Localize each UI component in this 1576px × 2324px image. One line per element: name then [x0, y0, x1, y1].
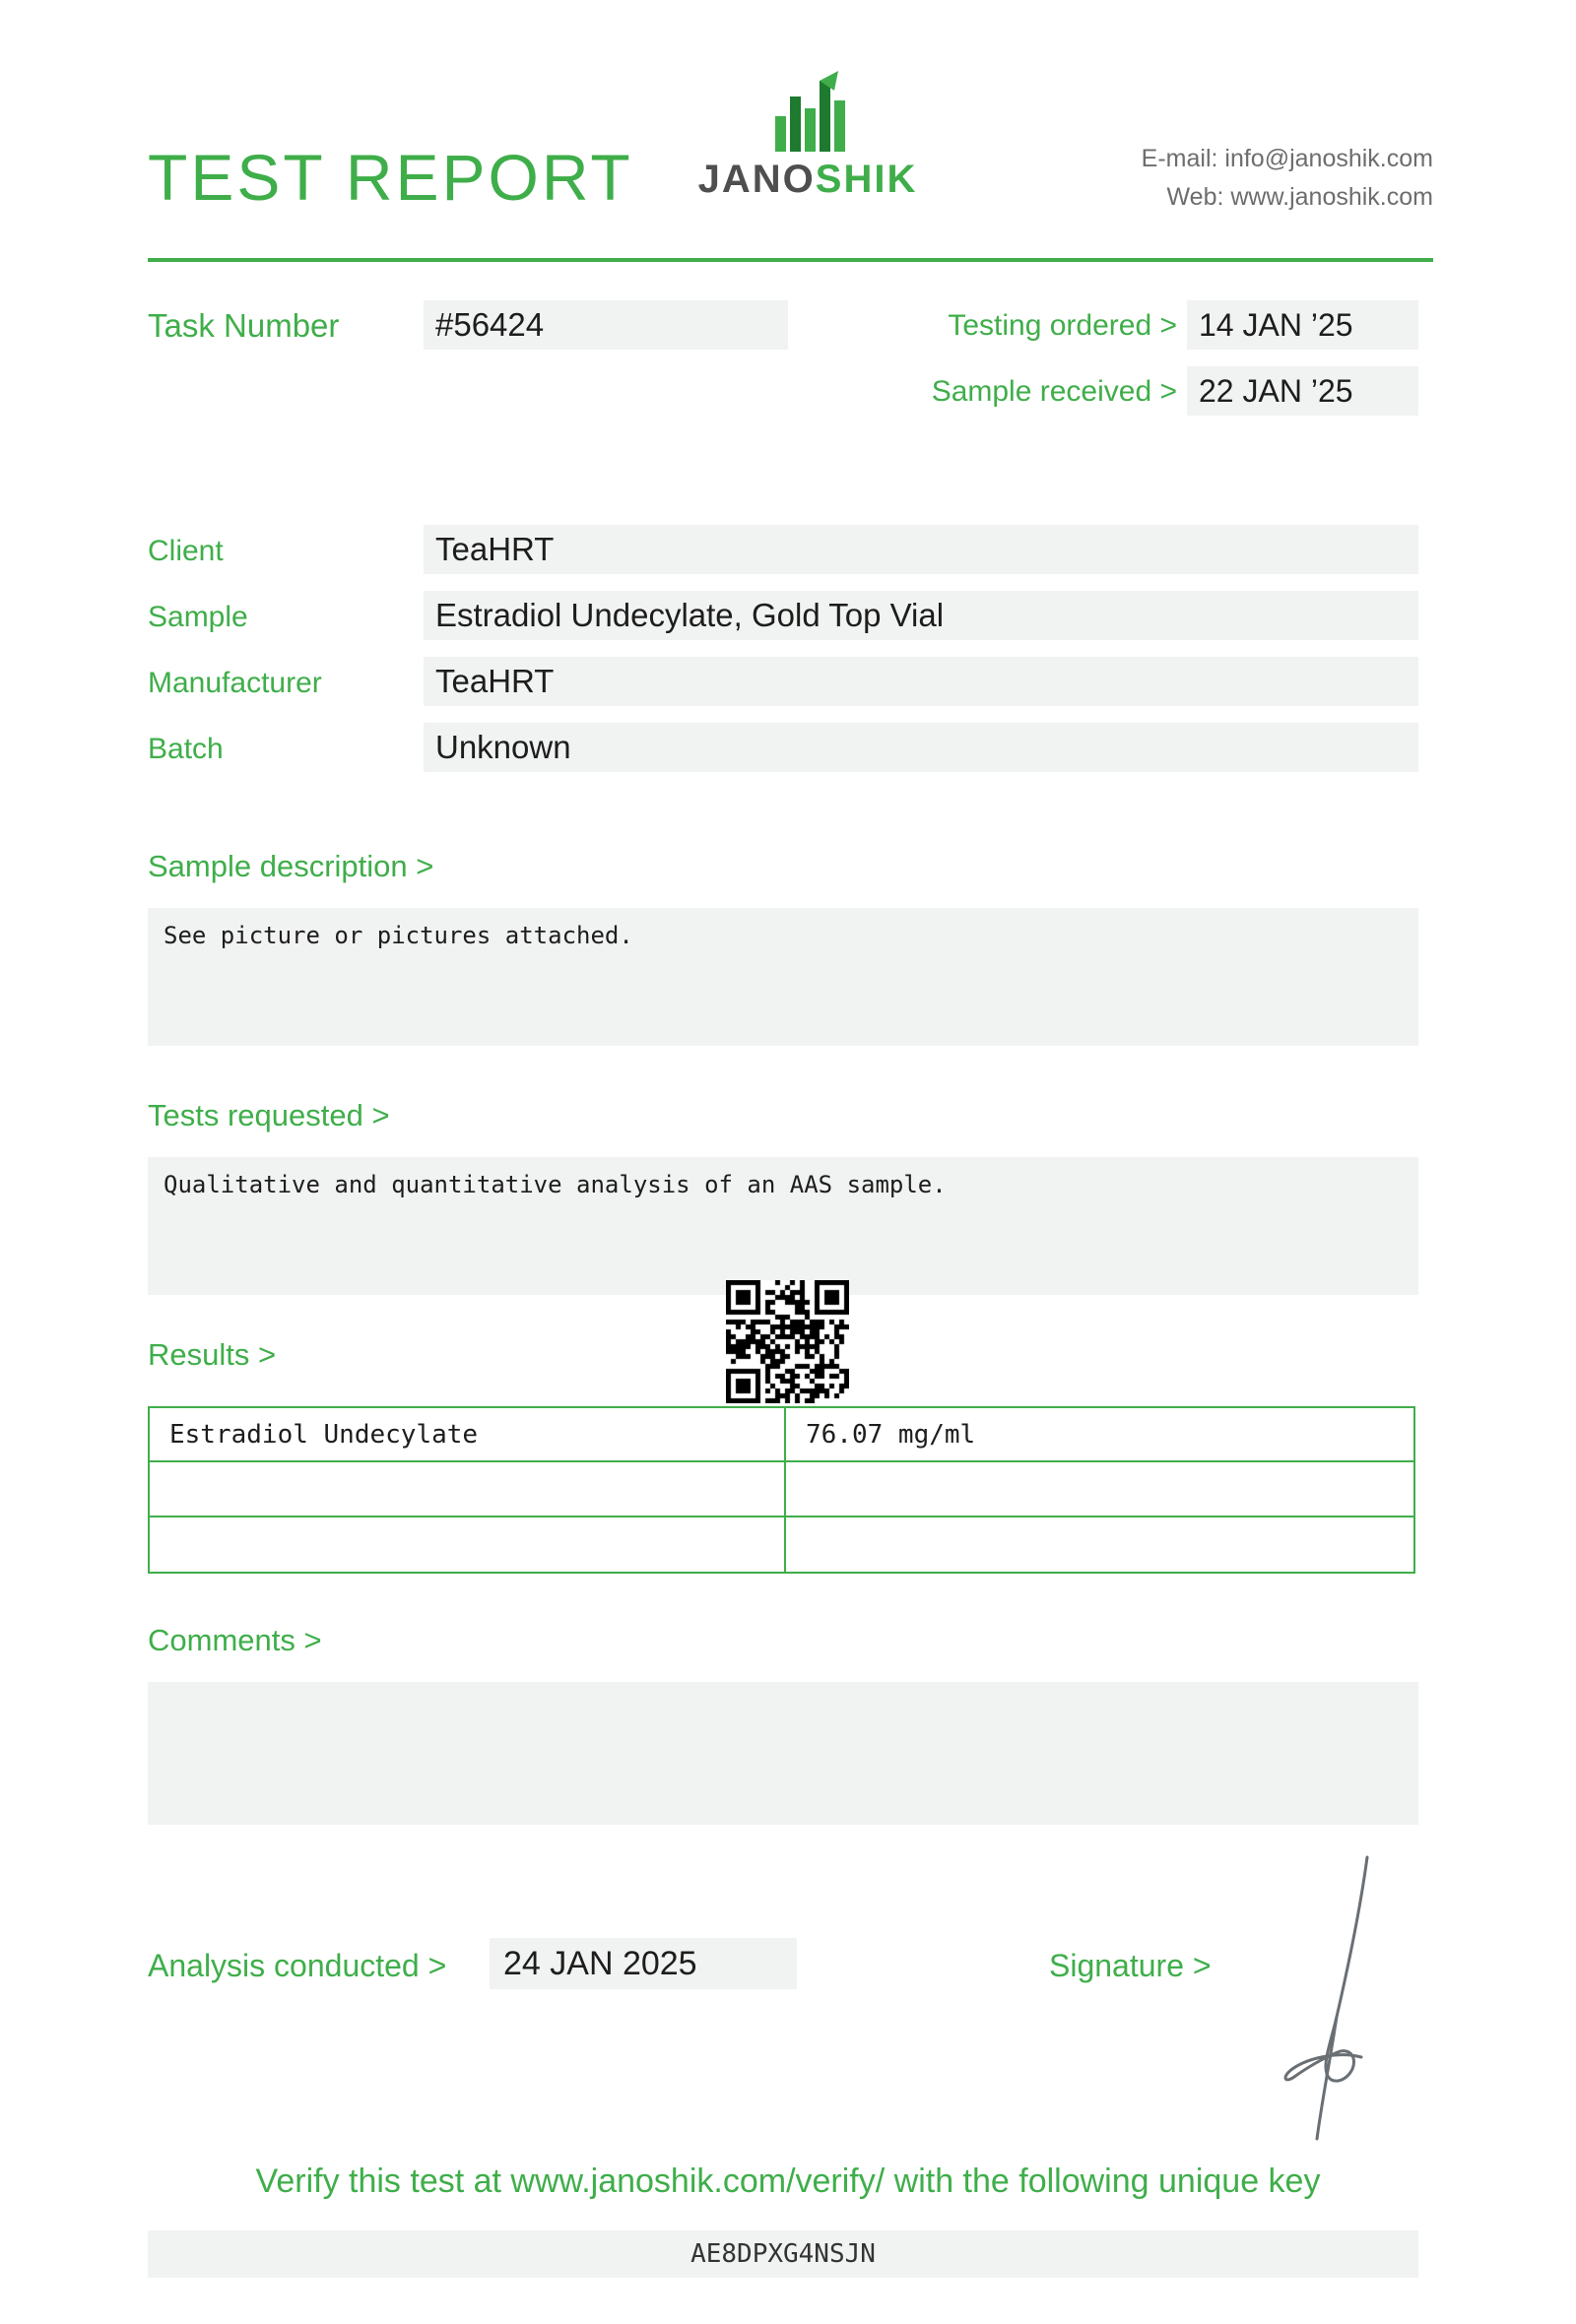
results-analyte-cell: Estradiol Undecylate	[150, 1408, 786, 1462]
sample-description-box: See picture or pictures attached.	[148, 908, 1418, 1046]
contact-email: E-mail: info@janoshik.com	[1141, 145, 1433, 172]
task-number-label: Task Number	[148, 307, 340, 344]
comments-box	[148, 1682, 1418, 1825]
logo-bars-icon	[754, 69, 862, 152]
testing-ordered-value: 14 JAN ’25	[1187, 300, 1418, 350]
tests-requested-heading: Tests requested >	[148, 1098, 390, 1132]
header-rule	[148, 258, 1433, 262]
sample-received-label: Sample received >	[931, 375, 1177, 408]
sample-label: Sample	[148, 601, 248, 633]
verify-text: Verify this test at www.janoshik.com/verify/ with the following unique key	[255, 2163, 1321, 2200]
contact-web: Web: www.janoshik.com	[1166, 183, 1433, 211]
testing-ordered-label: Testing ordered >	[948, 309, 1177, 342]
sample-description-heading: Sample description >	[148, 849, 434, 883]
results-table	[148, 1406, 1415, 1574]
batch-value: Unknown	[424, 723, 1418, 772]
analysis-conducted-label: Analysis conducted >	[148, 1948, 447, 1983]
logo-text-jano: JANO	[697, 158, 816, 201]
sample-value: Estradiol Undecylate, Gold Top Vial	[424, 591, 1418, 640]
results-analyte-cell	[150, 1462, 786, 1517]
janoshik-logo	[680, 69, 936, 202]
client-label: Client	[148, 535, 224, 567]
manufacturer-label: Manufacturer	[148, 667, 322, 699]
signature-label: Signature >	[1049, 1948, 1212, 1983]
tests-requested-box: Qualitative and quantitative analysis of an AAS sample.	[148, 1157, 1418, 1295]
task-number-value: #56424	[424, 300, 788, 350]
results-value-cell	[786, 1517, 1413, 1572]
signature-image	[1266, 1851, 1413, 2147]
results-value-cell: 76.07 mg/ml	[786, 1408, 1413, 1462]
results-heading: Results >	[148, 1337, 277, 1372]
manufacturer-value: TeaHRT	[424, 657, 1418, 706]
logo-text-shik: SHIK	[815, 158, 918, 201]
logo-text	[680, 158, 936, 202]
results-value-cell	[786, 1462, 1413, 1517]
analysis-conducted-value: 24 JAN 2025	[490, 1938, 797, 1989]
comments-heading: Comments >	[148, 1623, 322, 1657]
client-value: TeaHRT	[424, 525, 1418, 574]
page-title: TEST REPORT	[148, 141, 633, 214]
sample-received-value: 22 JAN ’25	[1187, 366, 1418, 416]
qr-code	[726, 1280, 849, 1403]
contact-block	[1142, 140, 1433, 217]
verify-key: AE8DPXG4NSJN	[148, 2230, 1418, 2278]
results-analyte-cell	[150, 1517, 786, 1572]
batch-label: Batch	[148, 733, 224, 765]
